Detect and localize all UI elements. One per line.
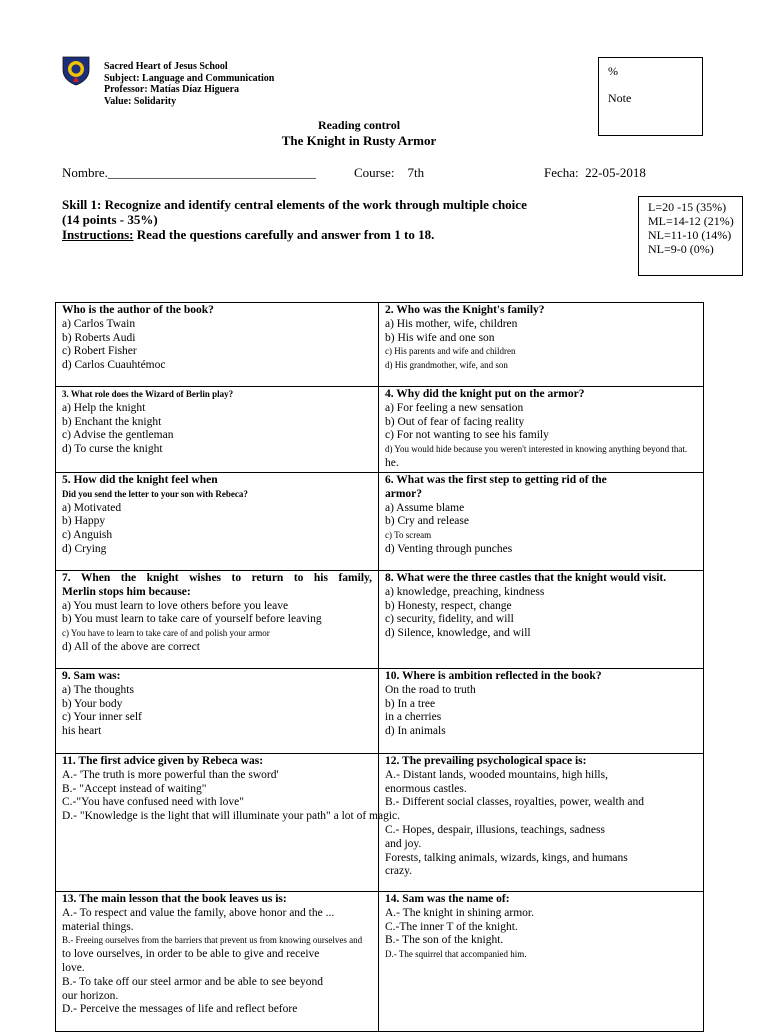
question-cell-9[interactable] xyxy=(56,669,379,754)
question-row xyxy=(56,387,704,473)
grading-line: NL=9-0 (0%) xyxy=(648,242,714,256)
course-label: Course: xyxy=(354,165,395,180)
option[interactable]: c) For not wanting to see his family xyxy=(385,429,549,442)
date-value: 22-05-2018 xyxy=(585,165,646,180)
instructions-label: Instructions: xyxy=(62,227,134,242)
option[interactable]: c) To scream xyxy=(385,530,432,541)
question-text: 3. What role does the Wizard of Berlin play? xyxy=(62,389,234,399)
question-text: 12. The prevailing psychological space is: xyxy=(385,755,587,767)
question-text: 7. When the knight wishes to return to his family, xyxy=(62,572,372,584)
option[interactable]: b) Happy xyxy=(62,515,106,528)
option[interactable]: d) Venting through punches xyxy=(385,542,513,555)
option-continuation: he. xyxy=(385,456,399,469)
instructions xyxy=(62,227,582,242)
option[interactable]: d) Carlos Cuauhtémoc xyxy=(62,359,166,372)
question-cell-2[interactable] xyxy=(379,303,704,387)
option[interactable]: D.- Perceive the messages of life and reflect before xyxy=(62,1003,298,1016)
question-text: 11. The first advice given by Rebeca was: xyxy=(62,755,264,767)
option[interactable]: c) Anguish xyxy=(62,529,113,542)
option-continuation: to love ourselves, in order to be able to give and receive xyxy=(62,948,320,961)
option[interactable]: a) Carlos Twain xyxy=(62,317,136,330)
option[interactable]: d) Silence, knowledge, and will xyxy=(385,627,531,640)
option[interactable]: D.- "Knowledge is the light that will illuminate your path" a lot of magic. xyxy=(62,810,401,823)
option[interactable]: d) All of the above are correct xyxy=(62,640,200,653)
question-text: 9. Sam was: xyxy=(62,670,121,682)
question-cell-10[interactable] xyxy=(379,669,704,754)
questions-table xyxy=(55,302,704,1032)
option[interactable]: D.- The squirrel that accompanied him. xyxy=(385,949,527,960)
option-continuation: enormous castles. xyxy=(385,782,467,795)
option[interactable]: b) Cry and release xyxy=(385,515,469,528)
note-label: Note xyxy=(608,91,632,105)
option[interactable]: b) Out of fear of facing reality xyxy=(385,415,525,428)
question-cell-3[interactable] xyxy=(56,387,379,473)
course-value: 7th xyxy=(407,165,425,180)
question-text: 14. Sam was the name of: xyxy=(385,893,510,905)
question-cell-6[interactable] xyxy=(379,473,704,571)
question-cell-14[interactable] xyxy=(379,892,704,1032)
date-label: Fecha: xyxy=(544,165,579,180)
option[interactable]: a) You must learn to love others before you leave xyxy=(62,599,289,612)
document-title: The Knight in Rusty Armor xyxy=(281,133,437,148)
question-cell-8[interactable] xyxy=(379,571,704,669)
question-text: 6. What was the first step to getting rid of the xyxy=(385,474,607,486)
question-cell-12[interactable] xyxy=(379,754,704,892)
option[interactable]: c) security, fidelity, and will xyxy=(385,613,514,626)
document-type: Reading control xyxy=(317,118,401,132)
option[interactable]: b) Your body xyxy=(62,697,123,710)
option[interactable]: On the road to truth xyxy=(385,683,476,696)
school-logo-icon xyxy=(62,56,90,86)
option[interactable]: C.-"You have confused need with love" xyxy=(62,796,244,809)
option[interactable]: Forests, talking animals, wizards, kings, and humans xyxy=(385,851,628,864)
grading-line: L=20 -15 (35%) xyxy=(648,200,727,214)
skill-title: Skill 1: Recognize and identify central elements of the work through multiple choice xyxy=(62,197,527,212)
question-row xyxy=(56,571,704,669)
grading-line: ML=14-12 (21%) xyxy=(648,214,734,228)
option[interactable]: a) knowledge, preaching, kindness xyxy=(385,585,545,598)
option-continuation: crazy. xyxy=(385,865,413,878)
question-row xyxy=(56,669,704,754)
option[interactable]: d) Crying xyxy=(62,542,107,555)
question-text-cont: Did you send the letter to your son with Rebeca? xyxy=(62,488,248,499)
value-line: Value: Solidarity xyxy=(104,95,177,107)
option[interactable]: B.- The son of the knight. xyxy=(385,934,504,947)
professor-line: Professor: Matías Díaz Higuera xyxy=(104,84,240,95)
skill-points: (14 points - 35%) xyxy=(62,212,158,227)
option-continuation: material things. xyxy=(62,920,134,933)
question-text: Who is the author of the book? xyxy=(62,304,214,316)
course-field xyxy=(354,165,424,181)
question-cell-5[interactable] xyxy=(56,473,379,571)
option[interactable]: his heart xyxy=(62,725,102,738)
question-text: 13. The main lesson that the book leaves us is: xyxy=(62,893,287,905)
option[interactable]: b) In a tree xyxy=(385,697,436,710)
option[interactable]: B.- Freeing ourselves from the barriers that prevent us from knowing ourselves and xyxy=(62,935,363,946)
percent-label: % xyxy=(608,64,618,78)
name-field[interactable]: Nombre.________________________________ xyxy=(62,165,316,180)
school-name: Sacred Heart of Jesus School xyxy=(104,61,228,72)
option[interactable]: c) His parents and wife and children xyxy=(385,346,516,357)
option[interactable]: a) Help the knight xyxy=(62,401,146,414)
option[interactable]: d) In animals xyxy=(385,725,446,738)
question-row xyxy=(56,303,704,387)
question-cell-4[interactable] xyxy=(379,387,704,473)
option[interactable]: A.- 'The truth is more powerful than the sword' xyxy=(62,768,279,781)
option[interactable]: c) Robert Fisher xyxy=(62,345,137,358)
question-text-cont: Merlin stops him because: xyxy=(62,585,191,598)
option[interactable]: A.- The knight in shining armor. xyxy=(385,906,534,919)
option[interactable]: b) His wife and one son xyxy=(385,331,495,344)
instructions-text: Read the questions carefully and answer from 1 to 18. xyxy=(133,227,435,242)
question-cell-1[interactable] xyxy=(56,303,379,387)
option-continuation: our horizon. xyxy=(62,989,119,1002)
option[interactable]: B.- To take off our steel armor and be able to see beyond xyxy=(62,975,323,988)
option-gap xyxy=(385,810,697,824)
option[interactable]: c) You have to learn to take care of and polish your armor xyxy=(62,628,270,639)
option[interactable]: A.- To respect and value the family, above honor and the ... xyxy=(62,906,335,919)
option[interactable]: d) His grandmother, wife, and son xyxy=(385,360,508,371)
question-text: 4. Why did the knight put on the armor? xyxy=(385,388,585,400)
question-cell-7[interactable] xyxy=(56,571,379,669)
option[interactable]: B.- Different social classes, royalties, power, wealth and xyxy=(385,796,644,809)
option[interactable]: B.- "Accept instead of waiting" xyxy=(62,782,207,795)
school-header xyxy=(104,61,274,107)
option[interactable]: b) Honesty, respect, change xyxy=(385,599,512,612)
option[interactable]: a) The thoughts xyxy=(62,683,134,696)
option[interactable]: in a cherries xyxy=(385,711,442,724)
question-text: 2. Who was the Knight's family? xyxy=(385,304,545,316)
option[interactable]: d) You would hide because you weren't interested in knowing anything beyond that. xyxy=(385,444,688,455)
option[interactable]: b) You must learn to take care of yourself before leaving xyxy=(62,613,322,626)
option[interactable]: b) Roberts Audi xyxy=(62,331,136,344)
question-row xyxy=(56,892,704,1032)
question-text: 5. How did the knight feel when xyxy=(62,474,218,486)
option[interactable]: a) Motivated xyxy=(62,501,122,514)
option[interactable]: C.-The inner T of the knight. xyxy=(385,920,518,933)
subject-line: Subject: Language and Communication xyxy=(104,72,275,84)
option-continuation: and joy. xyxy=(385,837,422,850)
date-field xyxy=(544,165,646,181)
grading-line: NL=11-10 (14%) xyxy=(648,228,732,242)
skill-section xyxy=(62,197,582,242)
option[interactable]: b) Enchant the knight xyxy=(62,415,162,428)
option[interactable]: C.- Hopes, despair, illusions, teachings, sadness xyxy=(385,823,605,836)
option[interactable]: a) His mother, wife, children xyxy=(385,317,518,330)
grading-scale-box xyxy=(638,196,743,276)
option[interactable]: c) Your inner self xyxy=(62,711,142,724)
question-cell-13[interactable] xyxy=(56,892,379,1032)
question-text: 10. Where is ambition reflected in the book? xyxy=(385,670,602,682)
option[interactable]: a) Assume blame xyxy=(385,501,465,514)
question-row xyxy=(56,473,704,571)
option[interactable]: A.- Distant lands, wooded mountains, high hills, xyxy=(385,768,608,781)
option-continuation: love. xyxy=(62,961,85,974)
question-text-cont: armor? xyxy=(385,487,423,500)
option[interactable]: a) For feeling a new sensation xyxy=(385,401,524,414)
option[interactable]: d) To curse the knight xyxy=(62,443,163,456)
question-row xyxy=(56,754,704,892)
question-text: 8. What were the three castles that the knight would visit. xyxy=(385,572,667,584)
option[interactable]: c) Advise the gentleman xyxy=(62,429,174,442)
